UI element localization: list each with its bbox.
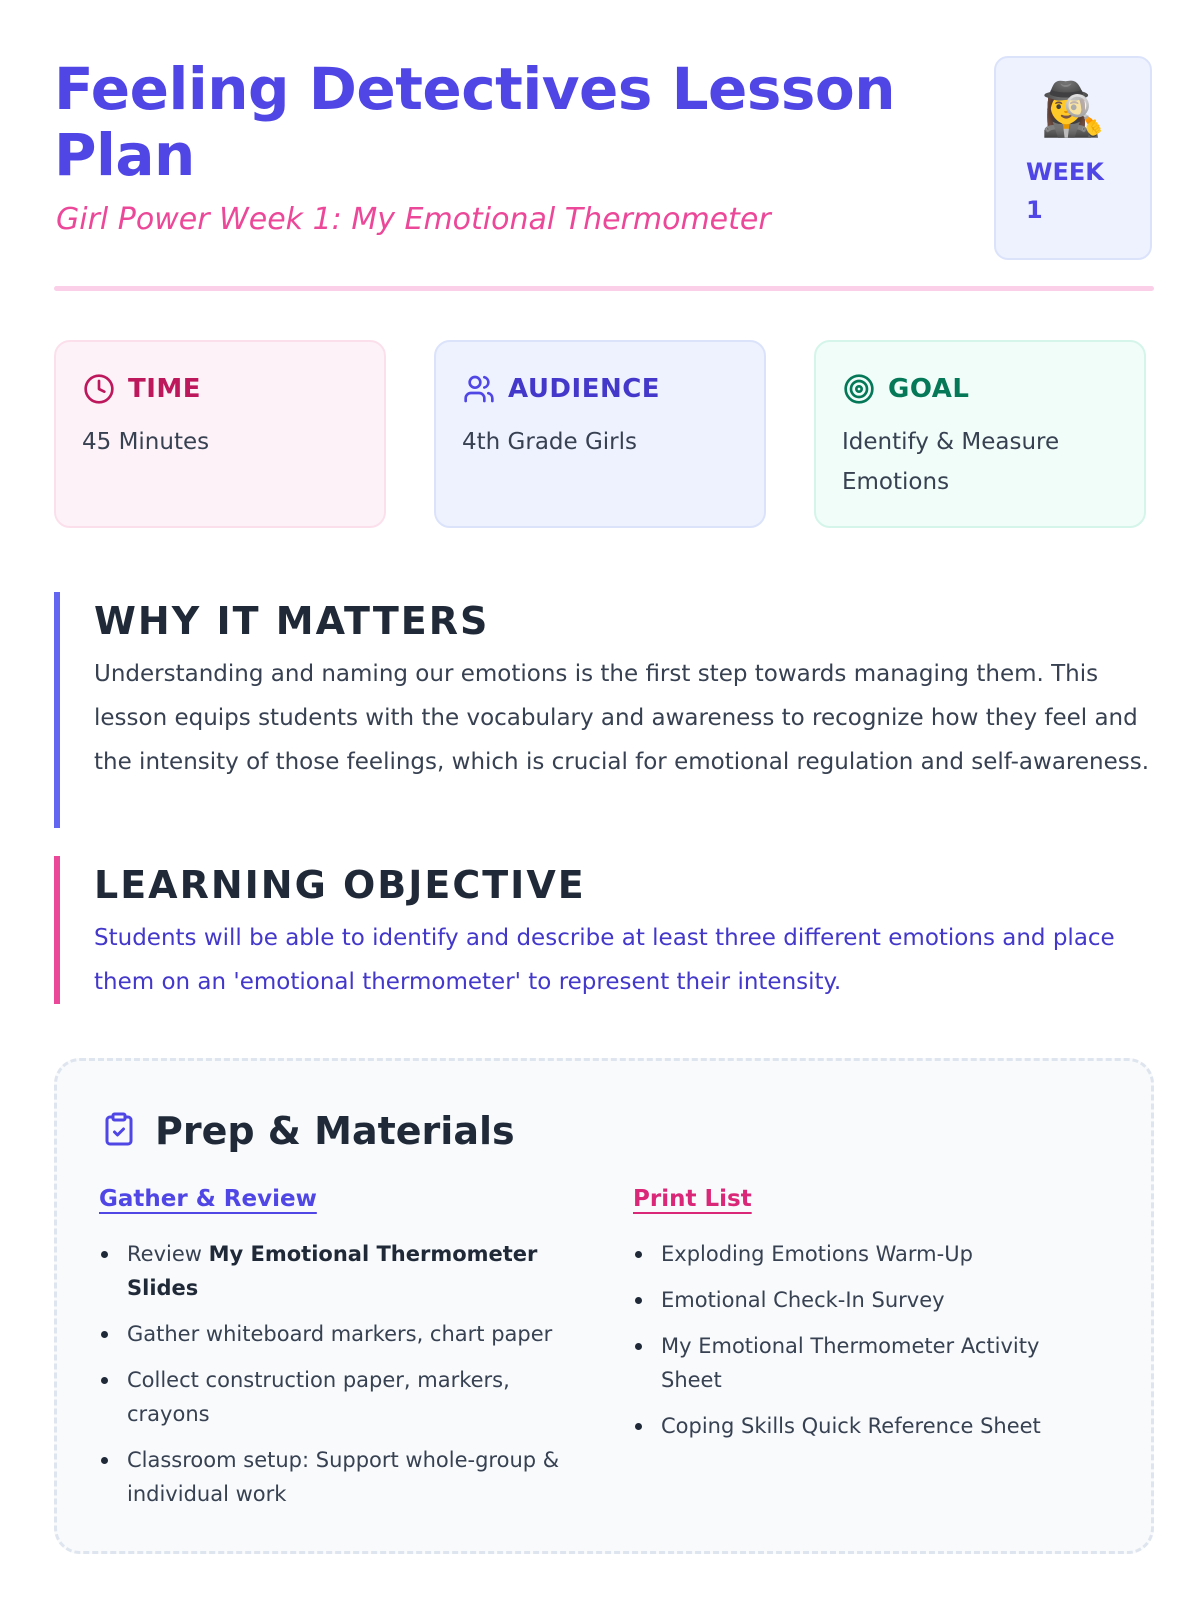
goal-card xyxy=(814,340,1146,528)
header xyxy=(54,56,1154,292)
learning-objective-title: LEARNING OBJECTIVE xyxy=(94,863,586,907)
time-card-title: TIME xyxy=(128,374,202,404)
page-title: Feeling Detectives Lesson Plan xyxy=(54,55,896,189)
audience-card-title: AUDIENCE xyxy=(508,374,661,404)
audience-card-value: 4th Grade Girls xyxy=(462,429,638,455)
list-item: My Emotional Thermometer Activity Sheet xyxy=(633,1329,1103,1397)
list-item: Collect construction paper, markers, crayons xyxy=(99,1363,569,1431)
why-it-matters-section xyxy=(54,592,1154,828)
page-subtitle: Girl Power Week 1: My Emotional Thermometer xyxy=(56,202,771,237)
learning-objective-body: Students will be able to identify and describe at least three different emotions and place them on an 'emotional thermometer' to represent their intensity. xyxy=(94,925,1115,995)
audience-card xyxy=(434,340,766,528)
gather-review-heading: Gather & Review xyxy=(99,1186,317,1212)
time-card-value: 45 Minutes xyxy=(82,429,210,455)
gather-review-column xyxy=(99,1179,569,1523)
why-it-matters-body: Understanding and naming our emotions is the first step towards managing them. This lesson equips students with the vocabulary and awareness to recognize how they feel and the intensity of those feelings, which is crucial for emotional regulation and self-awareness. xyxy=(94,661,1150,775)
list-item xyxy=(99,1237,569,1305)
time-card xyxy=(54,340,386,528)
list-item: Emotional Check-In Survey xyxy=(633,1283,1103,1317)
clock-icon xyxy=(82,372,116,406)
prep-materials-title: Prep & Materials xyxy=(155,1109,515,1153)
list-item: Classroom setup: Support whole-group & individual work xyxy=(99,1443,569,1511)
prep-materials-box xyxy=(54,1058,1154,1554)
slides-name: My Emotional Thermometer Slides xyxy=(127,1242,538,1300)
target-icon xyxy=(842,372,876,406)
week-badge xyxy=(994,56,1152,260)
print-list xyxy=(633,1237,1103,1443)
print-list-column xyxy=(633,1179,1103,1455)
print-list-heading: Print List xyxy=(633,1186,752,1212)
gather-review-list xyxy=(99,1237,569,1511)
users-icon xyxy=(462,372,496,406)
list-item: Exploding Emotions Warm-Up xyxy=(633,1237,1103,1271)
list-item: Gather whiteboard markers, chart paper xyxy=(99,1317,569,1351)
week-number: 1 xyxy=(1026,196,1043,224)
list-item: Coping Skills Quick Reference Sheet xyxy=(633,1409,1103,1443)
goal-card-title: GOAL xyxy=(888,374,970,404)
list-item-text: Review xyxy=(127,1242,209,1266)
why-it-matters-title: WHY IT MATTERS xyxy=(94,599,490,643)
header-divider xyxy=(54,286,1154,291)
week-label: WEEK xyxy=(1026,158,1104,186)
goal-card-value: Identify & Measure Emotions xyxy=(842,429,1060,495)
learning-objective-section xyxy=(54,856,1154,1004)
detective-icon: 🕵️‍♀️ xyxy=(1040,80,1106,140)
clipboard-check-icon xyxy=(101,1109,137,1153)
